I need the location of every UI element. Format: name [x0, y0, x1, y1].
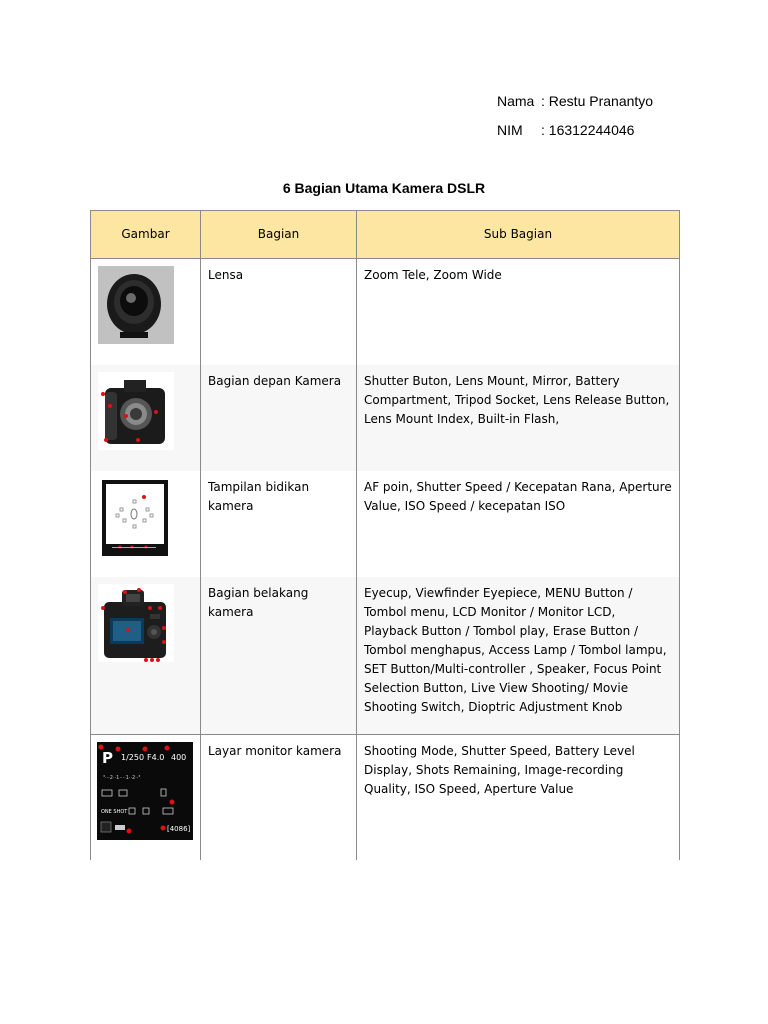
- lens-photo: [98, 266, 174, 344]
- camera-parts-table: [90, 210, 680, 860]
- lcd-aperture: F4.0: [147, 753, 165, 762]
- name-label: Nama: [497, 93, 535, 109]
- nim-label: NIM: [497, 122, 523, 138]
- image-cell: [91, 735, 201, 860]
- sub-bagian-cell: Shooting Mode, Shutter Speed, Battery Level Display, Shots Remaining, Image-recording Quality, ISO Speed, Aperture Value: [357, 735, 680, 860]
- header-gambar: Gambar: [91, 211, 201, 259]
- image-cell: [91, 577, 201, 735]
- image-cell: [91, 471, 201, 577]
- table-row: [91, 577, 680, 735]
- camera-back-photo: [98, 584, 174, 662]
- camera-front-photo: [98, 372, 174, 450]
- table-row: [91, 259, 680, 365]
- name-value: : Restu Pranantyo: [541, 93, 654, 109]
- nim-value: : 16312244046: [541, 122, 635, 138]
- sub-bagian-cell: Zoom Tele, Zoom Wide: [357, 259, 680, 365]
- bagian-cell: Lensa: [201, 259, 357, 365]
- bagian-cell: Bagian belakang kamera: [201, 577, 357, 735]
- table-row: [91, 365, 680, 471]
- student-info: [497, 92, 653, 150]
- name-row: [497, 92, 653, 121]
- sub-bagian-cell: Shutter Buton, Lens Mount, Mirror, Battery Compartment, Tripod Socket, Lens Release Button, Lens Mount Index, Built-in Flash,: [357, 365, 680, 471]
- lcd-iso: 400: [171, 753, 187, 762]
- lcd-mode: P: [102, 749, 113, 767]
- bagian-cell: Bagian depan Kamera: [201, 365, 357, 471]
- lcd-shutter: 1/250: [121, 753, 145, 762]
- image-cell: [91, 259, 201, 365]
- header-sub-bagian: Sub Bagian: [357, 211, 680, 259]
- sub-bagian-cell: AF poin, Shutter Speed / Kecepatan Rana, Aperture Value, ISO Speed / kecepatan ISO: [357, 471, 680, 577]
- viewfinder-diagram: [98, 478, 174, 556]
- bagian-cell: Tampilan bidikan kamera: [201, 471, 357, 577]
- sub-bagian-cell: Eyecup, Viewfinder Eyepiece, MENU Button / Tombol menu, LCD Monitor / Monitor LCD, Playback Button / Tombol play, Erase Button / Tombol menghapus, Access Lamp / Tombol lampu, SET Button/Multi-controller , Speaker, Focus Point Selection Button, Live View Shooting/ Movie Shooting Switch, Dioptric Adjustment Knob: [357, 577, 680, 735]
- document-title: 6 Bagian Utama Kamera DSLR: [282, 180, 486, 196]
- lcd-shots-remaining: [4086]: [167, 825, 191, 833]
- nim-row: [497, 121, 653, 150]
- table-row: [91, 735, 680, 860]
- header-bagian: Bagian: [201, 211, 357, 259]
- table-row: [91, 471, 680, 577]
- lcd-screen-diagram: [97, 742, 193, 840]
- table-header-row: [91, 211, 680, 259]
- lcd-exposure-scale: ³···2··1····1··2··³: [103, 775, 141, 781]
- bagian-cell: Layar monitor kamera: [201, 735, 357, 860]
- image-cell: [91, 365, 201, 471]
- lcd-af-mode: ONE SHOT: [101, 809, 128, 815]
